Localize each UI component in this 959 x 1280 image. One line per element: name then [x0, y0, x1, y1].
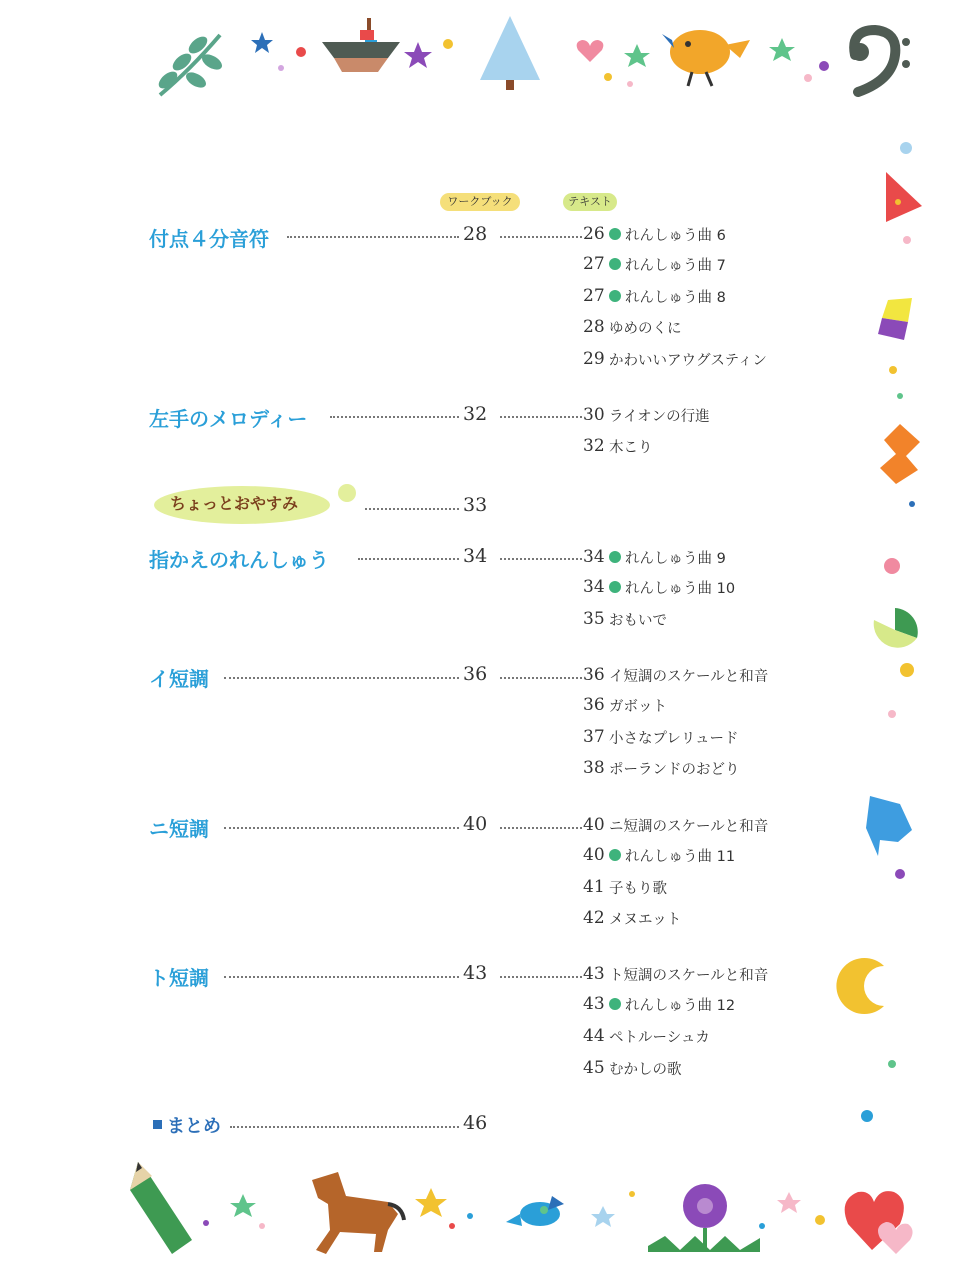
leader-dots: [287, 236, 459, 238]
piece-title: れんしゅう曲 6: [625, 227, 726, 244]
text-page: 36: [583, 665, 605, 685]
text-page: 28: [583, 317, 605, 337]
toc-entry[interactable]: [583, 693, 667, 717]
practice-marker-icon: [609, 849, 621, 861]
practice-marker-icon: [609, 290, 621, 302]
text-page: 32: [583, 436, 605, 456]
workbook-page: 34: [463, 545, 488, 567]
piece-title: メヌエット: [609, 911, 682, 928]
leader-dots: [365, 508, 459, 510]
text-page: 35: [583, 609, 605, 629]
leader-dots: [224, 976, 459, 978]
leader-dots: [500, 416, 582, 418]
toc-entry[interactable]: [583, 403, 710, 427]
text-page: 27: [583, 286, 605, 306]
piece-title: おもいで: [609, 612, 667, 629]
toc-entry[interactable]: [583, 1056, 682, 1080]
ship-icon: [322, 18, 400, 72]
workbook-page: 32: [463, 403, 488, 425]
text-page: 43: [583, 964, 605, 984]
piece-title: ゆめのくに: [609, 320, 682, 337]
leader-dots: [230, 1126, 459, 1128]
workbook-page: 28: [463, 223, 488, 245]
text-page: 29: [583, 349, 605, 369]
leader-dots: [500, 236, 582, 238]
star-icon: [769, 38, 795, 61]
practice-marker-icon: [609, 581, 621, 593]
toc-entry[interactable]: [583, 1024, 710, 1048]
toc-entry[interactable]: [583, 992, 735, 1016]
text-page: 34: [583, 577, 605, 597]
section-title: 左手のメロディー: [149, 407, 308, 431]
text-page: 38: [583, 758, 605, 778]
text-page: 41: [583, 877, 605, 897]
toc-entry[interactable]: [583, 252, 726, 276]
crescent-icon: [836, 958, 884, 1014]
pie-shape-icon: [874, 608, 918, 648]
text-page: 42: [583, 908, 605, 928]
toc-entry[interactable]: [583, 575, 735, 599]
text-page: 40: [583, 815, 605, 835]
heart-icon: [577, 40, 604, 62]
triangle-icon: [886, 172, 922, 222]
bird-icon: [662, 30, 750, 86]
section-title: ちょっとおやすみ: [170, 494, 299, 513]
toc-entry[interactable]: [583, 607, 667, 631]
text-page: 45: [583, 1058, 605, 1078]
leader-dots: [330, 416, 459, 418]
leader-dots: [500, 677, 582, 679]
section-title: まとめ: [167, 1116, 221, 1137]
piece-title: れんしゅう曲 8: [625, 289, 726, 306]
leader-dots: [500, 976, 582, 978]
section-title: 付点４分音符: [149, 227, 269, 251]
star-icon: [404, 42, 432, 68]
piece-title: れんしゅう曲 9: [625, 550, 726, 567]
piece-title: れんしゅう曲 12: [625, 997, 736, 1014]
practice-marker-icon: [609, 998, 621, 1010]
toc-entry[interactable]: [583, 315, 682, 339]
summary-square-icon: [153, 1120, 162, 1129]
workbook-page: 33: [463, 494, 488, 516]
practice-marker-icon: [609, 258, 621, 270]
section-title: ト短調: [149, 966, 209, 990]
text-page: 37: [583, 727, 605, 747]
leader-dots: [224, 677, 459, 679]
toc-entry[interactable]: [583, 545, 726, 569]
text-page: 36: [583, 695, 605, 715]
piece-title: かわいいアウグスティン: [609, 352, 767, 369]
toc-entry[interactable]: [583, 725, 738, 749]
tree-icon: [480, 16, 540, 90]
piece-title: ト短調のスケールと和音: [609, 967, 769, 984]
piece-title: ペトルーシュカ: [609, 1029, 710, 1046]
leader-dots: [500, 558, 582, 560]
text-page: 43: [583, 994, 605, 1014]
workbook-page: 40: [463, 813, 488, 835]
workbook-column-label: ワークブック: [440, 193, 520, 211]
toc-entry[interactable]: [583, 756, 740, 780]
pencil-icon: [130, 1162, 192, 1254]
piece-title: むかしの歌: [609, 1061, 682, 1078]
workbook-page: 43: [463, 962, 488, 984]
workbook-page: 46: [463, 1112, 488, 1134]
piece-title: 子もり歌: [609, 880, 667, 897]
star-icon: [591, 1206, 615, 1227]
piece-title: れんしゅう曲 11: [625, 848, 736, 865]
section-title: ニ短調: [149, 817, 209, 841]
piece-title: ライオンの行進: [609, 408, 710, 425]
toc-entry[interactable]: [583, 663, 768, 687]
piece-title: 小さなプレリュード: [609, 730, 739, 747]
toc-entry[interactable]: [583, 813, 768, 837]
piece-title: ポーランドのおどり: [609, 761, 740, 778]
leader-dots: [224, 827, 459, 829]
toc-entry[interactable]: [583, 284, 726, 308]
piece-title: ニ短調のスケールと和音: [609, 818, 769, 835]
text-page: 26: [583, 224, 605, 244]
toc-entry[interactable]: [583, 875, 667, 899]
piece-title: れんしゅう曲 7: [625, 257, 726, 274]
bird-icon: [506, 1196, 564, 1226]
flower-icon: [648, 1184, 760, 1252]
leaf-branch-icon: [156, 33, 225, 95]
text-column-label: テキスト: [563, 193, 617, 211]
toc-entry[interactable]: [583, 906, 681, 930]
toc-entry[interactable]: [583, 962, 768, 986]
toc-entry[interactable]: [583, 222, 726, 246]
piece-title: イ短調のスケールと和音: [609, 668, 769, 685]
practice-marker-icon: [609, 551, 621, 563]
toc-entry[interactable]: [583, 843, 735, 867]
text-page: 27: [583, 254, 605, 274]
horse-icon: [312, 1172, 404, 1254]
text-page: 44: [583, 1026, 605, 1046]
bass-clef-icon: [851, 30, 910, 92]
text-page: 34: [583, 547, 605, 567]
star-icon: [230, 1194, 256, 1217]
piece-title: ガボット: [609, 698, 667, 715]
section-title: 指かえのれんしゅう: [149, 548, 329, 572]
piece-title: 木こり: [609, 439, 653, 456]
leader-dots: [500, 827, 582, 829]
section-title: イ短調: [149, 667, 209, 691]
text-page: 30: [583, 405, 605, 425]
star-icon: [415, 1188, 447, 1217]
toc-entry[interactable]: [583, 434, 653, 458]
practice-marker-icon: [609, 228, 621, 240]
star-icon: [777, 1192, 801, 1213]
star-icon: [251, 32, 273, 53]
text-page: 40: [583, 845, 605, 865]
leader-dots: [358, 558, 459, 560]
workbook-page: 36: [463, 663, 488, 685]
piece-title: れんしゅう曲 10: [625, 580, 736, 597]
toc-entry[interactable]: [583, 347, 767, 371]
star-icon: [624, 44, 650, 67]
